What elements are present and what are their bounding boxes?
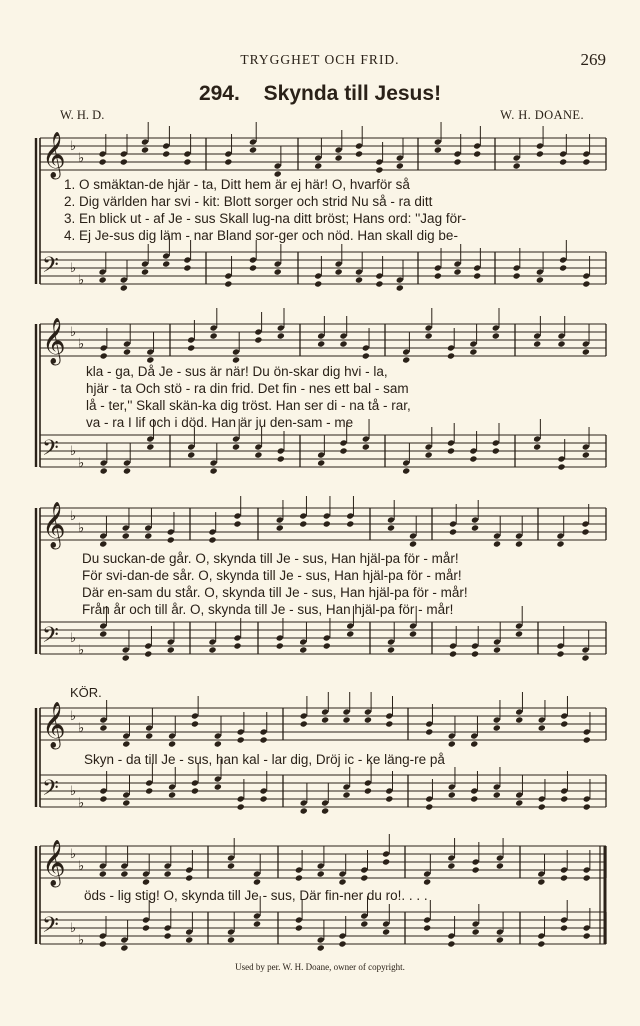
chorus2-bass-note	[423, 924, 431, 931]
system2-bass-note	[232, 443, 240, 450]
chorus2-treble-note	[360, 874, 368, 881]
chorus2-treble-note	[583, 874, 591, 881]
chorus2-treble-note	[317, 870, 325, 877]
chorus1-bass-note	[385, 795, 393, 802]
chorus2-treble-flat: ♭	[70, 847, 77, 862]
system3-treble-clef: 𝄞	[42, 502, 66, 548]
system2-verse-4: va - ra I lif och i död. Han är ju den-sam - me	[86, 415, 354, 430]
system2-bass-note	[582, 451, 590, 458]
chorus1-treble-note	[470, 740, 478, 747]
chorus2-treble-note	[253, 878, 261, 885]
system2-bass-note	[362, 443, 370, 450]
system2-bass-note	[492, 447, 500, 454]
chorus1-treble-flat: ♭	[78, 721, 85, 736]
chorus2-bass-clef: 𝄢	[42, 913, 59, 943]
chorus2-treble-note	[496, 862, 504, 869]
system3-treble-note	[299, 520, 307, 527]
composer-credit: W. H. DOANE.	[500, 108, 584, 122]
chorus1-treble-note	[259, 736, 267, 743]
system3-treble-note	[276, 524, 284, 531]
chorus1-treble-note	[364, 716, 372, 723]
chorus1-bass-note	[538, 803, 546, 810]
system3-bass-note	[144, 650, 152, 657]
system1-bass-note	[99, 276, 107, 283]
chorus2-bass-note	[227, 936, 235, 943]
system3-treble-flat: ♭	[70, 509, 77, 524]
system1-bass-clef: 𝄢	[42, 253, 59, 283]
chorus1-treble-note	[168, 740, 176, 747]
chorus2-treble-note	[537, 878, 545, 885]
system1-treble-note	[559, 158, 567, 165]
system3-bass-note	[471, 650, 479, 657]
system3-bass-note	[276, 642, 284, 649]
system3-bass-flat: ♭	[78, 643, 85, 658]
system2-bass-flat: ♭	[78, 456, 85, 471]
running-head: TRYGGHET OCH FRID.	[240, 52, 400, 67]
system3-bass-note	[99, 630, 107, 637]
system2-treble-note	[582, 348, 590, 355]
chorus2-treble-note	[472, 866, 480, 873]
chorus-line-1: Skyn - da till Je - sus, han kal - lar dig, Dröj ic - ke läng-re på	[84, 752, 445, 767]
system3-treble-note	[346, 520, 354, 527]
system2-bass-note	[187, 451, 195, 458]
system3-treble-note	[323, 520, 331, 527]
system1-bass-note	[249, 264, 257, 271]
system1-verse-4: 4. Ej Je-sus dig läm - nar Bland sor-ger och nöd. Han skall dig be-	[64, 228, 458, 243]
chorus1-bass-note	[583, 803, 591, 810]
system2-bass-note	[557, 463, 565, 470]
chorus2-treble-note	[164, 870, 172, 877]
system3-verse-2: För svi-dan-de sår. O, skynda till Je - sus, Han hjäl-pa för - mår!	[82, 568, 462, 583]
system1-treble-note	[99, 158, 107, 165]
system1-bass-note	[473, 272, 481, 279]
system2-bass-note	[533, 443, 541, 450]
system1-bass-note	[434, 272, 442, 279]
system1-treble-note	[120, 158, 128, 165]
system1-treble-flat: ♭	[78, 151, 85, 166]
system1-treble-note	[355, 150, 363, 157]
chorus1-bass-note	[560, 795, 568, 802]
system1-treble-note	[335, 154, 343, 161]
system2-treble-note	[533, 340, 541, 347]
system2-bass-note	[100, 467, 108, 474]
system1-bass-note	[314, 280, 322, 287]
system2-treble-note	[187, 344, 195, 351]
system3-bass-note	[323, 642, 331, 649]
system1-treble-note	[162, 150, 170, 157]
chorus1-bass-note	[168, 791, 176, 798]
system2-verse-1: kla - ga, Då Je - sus är när! Du ön-skar dig hvi - la,	[86, 364, 388, 379]
system3-bass-note	[409, 630, 417, 637]
system1-bass-note	[559, 264, 567, 271]
system2-treble-note	[447, 352, 455, 359]
chorus1-treble-note	[583, 736, 591, 743]
chorus1-bass-clef: 𝄢	[42, 776, 59, 806]
chorus1-treble-note	[99, 724, 107, 731]
system3-treble-note	[208, 536, 216, 543]
system1-verse-1: 1. O smäktan-de hjär - ta, Ditt hem är ej här! O, hvarför så	[64, 177, 410, 192]
system2-bass-flat: ♭	[70, 444, 77, 459]
system3-bass-note	[167, 646, 175, 653]
system2-bass-note	[254, 451, 262, 458]
system2-bass-note	[210, 467, 218, 474]
chorus2-treble-note	[338, 878, 346, 885]
system1-bass-note	[582, 280, 590, 287]
system1-bass-flat: ♭	[78, 273, 85, 288]
hymn-title: Skynda till Jesus!	[263, 82, 442, 105]
system3-bass-note	[122, 654, 130, 661]
system2-treble-note	[123, 348, 131, 355]
system2-treble-note	[232, 356, 240, 363]
chorus2-bass-note	[472, 928, 480, 935]
chorus1-bass-flat: ♭	[70, 784, 77, 799]
chorus2-treble-note	[423, 878, 431, 885]
chorus1-bass-note	[300, 807, 308, 814]
chorus2-treble-note	[295, 874, 303, 881]
system3-bass-note	[556, 650, 564, 657]
system2-bass-note	[146, 443, 154, 450]
chorus1-treble-note	[191, 720, 199, 727]
system2-bass-note	[339, 447, 347, 454]
chorus1-bass-note	[191, 787, 199, 794]
system1-verse-2: 2. Dig världen har svi - kit: Blott sorger och strid Nu så - ra ditt	[64, 194, 433, 209]
chorus1-treble-note	[145, 732, 153, 739]
chorus1-bass-note	[425, 803, 433, 810]
chorus1-treble-note	[448, 740, 456, 747]
system3-treble-note	[471, 524, 479, 531]
system1-bass-note	[120, 284, 128, 291]
system2-treble-flat: ♭	[70, 325, 77, 340]
system2-verse-3: lå - ter,'' Skall skän-ka dig tröst. Han ser di - na tå - rar,	[86, 398, 411, 413]
chorus2-bass-note	[295, 924, 303, 931]
system2-bass-note	[317, 459, 325, 466]
lyricist-credit: W. H. D.	[60, 108, 105, 122]
system1-treble-note	[249, 146, 257, 153]
chorus2-treble-flat: ♭	[78, 859, 85, 874]
system3-treble-note	[122, 532, 130, 539]
system1-bass-note	[396, 284, 404, 291]
system3-bass-note	[493, 646, 501, 653]
system3-verse-4: Från år och till år. O, skynda till Je - sus, Han hjäl-pa för - mår!	[82, 602, 454, 617]
system2-treble-flat: ♭	[78, 337, 85, 352]
system2-treble-note	[210, 332, 218, 339]
chorus2-treble-note	[382, 858, 390, 865]
system1-treble-note	[141, 146, 149, 153]
chorus2-bass-note	[382, 928, 390, 935]
chorus2-bass-note	[120, 944, 128, 951]
chorus-label: KÖR.	[70, 685, 102, 700]
chorus1-treble-note	[321, 716, 329, 723]
chorus1-treble-flat: ♭	[70, 709, 77, 724]
chorus1-bass-note	[259, 795, 267, 802]
system3-treble-note	[449, 528, 457, 535]
system3-bass-clef: 𝄢	[42, 623, 59, 653]
chorus1-treble-note	[237, 736, 245, 743]
system3-bass-note	[387, 646, 395, 653]
chorus1-bass-note	[321, 807, 329, 814]
chorus2-bass-note	[447, 940, 455, 947]
chorus2-bass-note	[338, 940, 346, 947]
chorus1-bass-note	[122, 799, 130, 806]
system2-treble-note	[277, 332, 285, 339]
chorus2-treble-note	[99, 870, 107, 877]
system3-treble-note	[167, 536, 175, 543]
chorus1-treble-note	[560, 720, 568, 727]
system1-bass-note	[162, 260, 170, 267]
system1-bass-note	[274, 268, 282, 275]
system2-treble-clef: 𝄞	[42, 318, 66, 364]
chorus2-treble-note	[447, 862, 455, 869]
system2-treble-note	[146, 356, 154, 363]
copyright-footer: Used by per. W. H. Doane, owner of copyright.	[235, 962, 405, 972]
chorus1-treble-note	[425, 728, 433, 735]
chorus1-bass-note	[493, 791, 501, 798]
system3-bass-note	[515, 630, 523, 637]
system2-bass-note	[402, 467, 410, 474]
system3-bass-note	[581, 654, 589, 661]
chorus2-treble-note	[120, 870, 128, 877]
chorus1-bass-note	[99, 795, 107, 802]
system2-treble-note	[557, 340, 565, 347]
system1-treble-flat: ♭	[70, 139, 77, 154]
chorus2-bass-note	[317, 944, 325, 951]
system1-bass-note	[453, 268, 461, 275]
system3-bass-note	[449, 650, 457, 657]
chorus1-bass-note	[214, 783, 222, 790]
system1-treble-clef: 𝄞	[42, 132, 66, 178]
system1-treble-note	[513, 162, 521, 169]
chorus1-bass-note	[448, 791, 456, 798]
chorus2-bass-flat: ♭	[78, 933, 85, 948]
system3-treble-note	[515, 540, 523, 547]
system1-bass-flat: ♭	[70, 261, 77, 276]
system2-treble-note	[425, 332, 433, 339]
chorus1-treble-note	[342, 716, 350, 723]
system3-bass-note	[208, 646, 216, 653]
system1-treble-note	[375, 166, 383, 173]
system2-treble-note	[317, 340, 325, 347]
chorus1-treble-clef: 𝄞	[42, 702, 66, 748]
system2-treble-note	[492, 332, 500, 339]
system2-treble-note	[362, 352, 370, 359]
system1-treble-note	[453, 158, 461, 165]
system3-treble-note	[99, 540, 107, 547]
system1-bass-note	[141, 268, 149, 275]
chorus2-bass-note	[537, 940, 545, 947]
system2-treble-note	[469, 348, 477, 355]
chorus2-treble-note	[185, 874, 193, 881]
chorus2-bass-note	[142, 924, 150, 931]
chorus-line-2: öds - lig stig! O, skynda till Je - sus, Där fin-ner du ro!. . . .	[84, 888, 428, 903]
system1-treble-note	[224, 158, 232, 165]
system3-treble-note	[581, 528, 589, 535]
system1-treble-note	[536, 150, 544, 157]
system2-treble-note	[402, 356, 410, 363]
chorus2-bass-flat: ♭	[70, 921, 77, 936]
chorus2-treble-clef: 𝄞	[42, 840, 66, 886]
system3-treble-flat: ♭	[78, 521, 85, 536]
chorus1-bass-note	[470, 795, 478, 802]
system2-bass-note	[277, 455, 285, 462]
system1-treble-note	[314, 162, 322, 169]
system1-treble-note	[434, 146, 442, 153]
chorus2-bass-note	[560, 924, 568, 931]
chorus2-bass-note	[164, 932, 172, 939]
chorus1-treble-note	[214, 740, 222, 747]
chorus1-treble-note	[515, 716, 523, 723]
system1-bass-note	[355, 276, 363, 283]
system1-verse-3: 3. En blick ut - af Je - sus Skall lug-na ditt bröst; Hans ord: ''Jag för-	[64, 211, 467, 226]
chorus1-bass-note	[515, 799, 523, 806]
system3-treble-note	[387, 524, 395, 531]
system2-treble-note	[339, 340, 347, 347]
hymn-number: 294.	[198, 82, 240, 105]
chorus2-treble-note	[227, 862, 235, 869]
system1-bass-note	[513, 272, 521, 279]
chorus1-treble-note	[493, 724, 501, 731]
system1-bass-note	[536, 276, 544, 283]
system3-verse-1: Du suckan-de går. O, skynda till Je - sus, Han hjäl-pa för - mår!	[82, 551, 459, 566]
system3-bass-note	[233, 642, 241, 649]
system1-treble-note	[396, 162, 404, 169]
system1-bass-note	[183, 264, 191, 271]
system1-bass-note	[375, 280, 383, 287]
chorus1-bass-flat: ♭	[78, 796, 85, 811]
system2-verse-2: hjär - ta Och stö - ra din frid. Det fin - nes ett bal - sam	[86, 381, 409, 396]
system2-bass-note	[447, 447, 455, 454]
system3-bass-note	[346, 630, 354, 637]
chorus1-bass-note	[342, 791, 350, 798]
system2-treble-note	[100, 352, 108, 359]
chorus1-treble-note	[122, 740, 130, 747]
chorus2-bass-note	[496, 936, 504, 943]
system3-treble-note	[556, 540, 564, 547]
page-number: 269	[580, 50, 606, 69]
chorus1-bass-note	[145, 787, 153, 794]
system1-bass-note	[335, 268, 343, 275]
chorus2-bass-note	[360, 920, 368, 927]
chorus2-bass-note	[253, 920, 261, 927]
chorus2-bass-note	[99, 940, 107, 947]
chorus2-bass-note	[185, 936, 193, 943]
system1-bass-note	[224, 280, 232, 287]
system2-treble-note	[254, 336, 262, 343]
system3-bass-note	[299, 646, 307, 653]
system1-treble-note	[582, 158, 590, 165]
system3-treble-note	[493, 540, 501, 547]
chorus1-treble-note	[300, 720, 308, 727]
chorus2-bass-note	[583, 932, 591, 939]
system2-bass-clef: 𝄢	[42, 436, 59, 466]
chorus1-treble-note	[538, 724, 546, 731]
chorus2-treble-note	[142, 878, 150, 885]
system3-treble-note	[144, 532, 152, 539]
system3-treble-note	[409, 540, 417, 547]
system2-bass-note	[123, 467, 131, 474]
system1-treble-note	[183, 158, 191, 165]
chorus1-bass-note	[364, 787, 372, 794]
system3-treble-note	[233, 520, 241, 527]
system1-treble-note	[473, 150, 481, 157]
system3-verse-3: Där en-sam du står. O, skynda till Je - sus, Han hjäl-pa för - mår!	[82, 585, 468, 600]
chorus1-bass-note	[237, 803, 245, 810]
system2-bass-note	[469, 455, 477, 462]
system2-bass-note	[425, 451, 433, 458]
system3-bass-flat: ♭	[70, 631, 77, 646]
chorus2-treble-note	[560, 874, 568, 881]
chorus1-treble-note	[385, 720, 393, 727]
